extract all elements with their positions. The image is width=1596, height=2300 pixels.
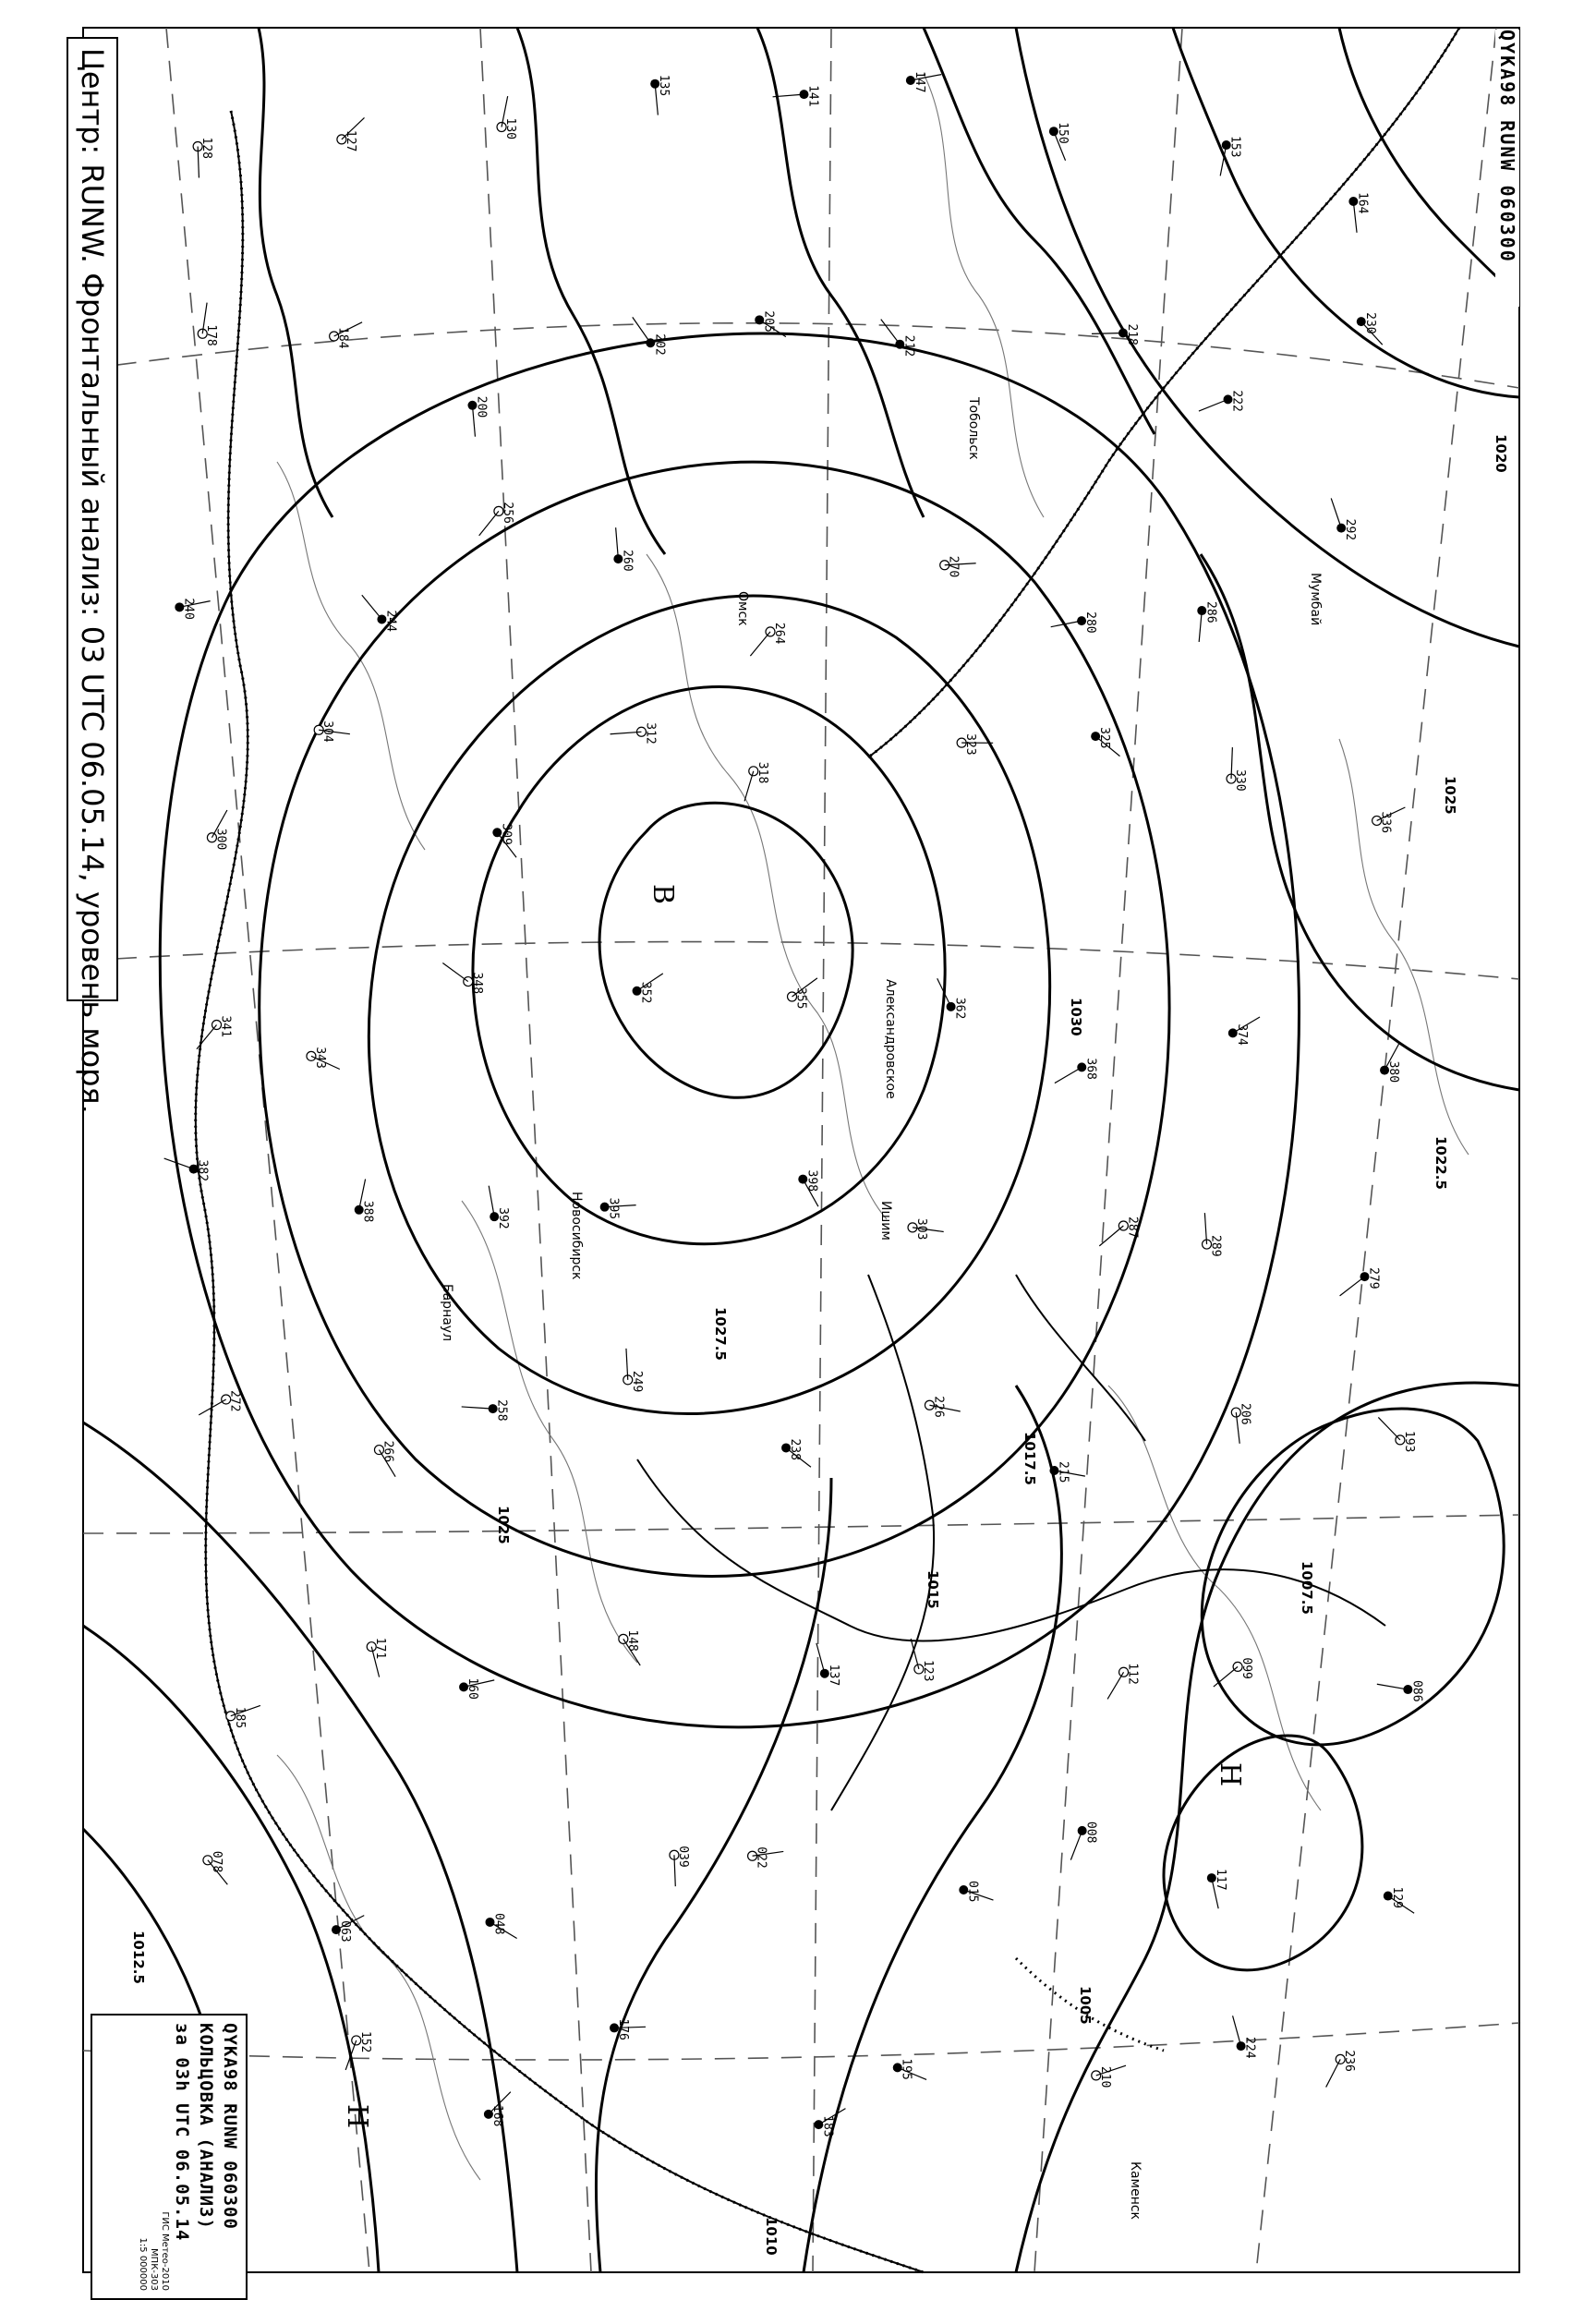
station-plot (203, 1851, 227, 1884)
wind-barb (1326, 2059, 1341, 2087)
place-name: Мумбай (1308, 573, 1323, 626)
station-plot (1199, 390, 1244, 411)
station-pressure: 141 (805, 85, 820, 107)
station-plot (1107, 1663, 1139, 1699)
low-pressure-center-south: Н (341, 2104, 373, 2129)
station-plot (193, 138, 213, 178)
station-pressure: 226 (931, 1396, 946, 1418)
station-plot (957, 733, 993, 755)
station-pressure: 224 (1242, 2037, 1257, 2059)
station-pressure: 272 (227, 1389, 242, 1412)
station-pressure: 256 (500, 502, 514, 524)
station-plot (489, 1186, 510, 1229)
station-plot (906, 71, 941, 92)
info-line-code: QYKA98 RUNW 060300 (220, 2023, 240, 2230)
station-pressure: 249 (629, 1370, 644, 1393)
station-pressure: 362 (952, 997, 967, 1020)
isobar-label: 1007.5 (1299, 1561, 1315, 1615)
station-plot (1372, 807, 1406, 833)
station-plot (1384, 1887, 1414, 1914)
station-plot (497, 96, 517, 139)
station-pressure: 205 (761, 310, 776, 333)
station-plot (748, 1846, 784, 1868)
wind-barb (633, 317, 650, 343)
station-plot (670, 1846, 690, 1886)
station-plot (199, 1390, 241, 1415)
station-pressure: 382 (195, 1159, 210, 1182)
station-plot (610, 2018, 646, 2040)
station-pressure: 148 (624, 1629, 639, 1652)
station-plot (959, 1881, 993, 1902)
station-plot (1207, 1869, 1227, 1908)
station-pressure: 236 (1342, 2050, 1357, 2072)
info-line-time: за 03h UTC 06.05.14 (172, 2023, 192, 2242)
station-pressure: 348 (469, 972, 484, 995)
isobar-label: 1020 (1493, 434, 1509, 473)
station-plot (207, 810, 227, 850)
place-name: Омск (735, 591, 750, 626)
station-plot (619, 1629, 640, 1665)
station-pressure: 368 (1083, 1058, 1098, 1080)
station-plot (1348, 192, 1369, 233)
station-plot (1233, 2016, 1257, 2058)
station-pressure: 022 (754, 1846, 768, 1869)
station-plot (908, 1218, 944, 1240)
station-pressure: 086 (1409, 1680, 1424, 1702)
isobar-label: 1005 (1077, 1986, 1094, 2025)
wind-barb (1199, 399, 1228, 411)
station-plot (442, 963, 483, 995)
station-pressure: 240 (181, 598, 196, 620)
station-pressure: 129 (1389, 1886, 1404, 1909)
station-plot (1070, 1822, 1097, 1860)
isobar-label: 1015 (925, 1570, 941, 1609)
station-plot (1377, 1680, 1424, 1701)
wind-barb (442, 963, 467, 982)
station-plot (613, 527, 634, 571)
place-name: Барнаул (440, 1284, 454, 1342)
station-pressure: 015 (965, 1880, 980, 1903)
wind-barb (479, 511, 499, 536)
isobar-label: 1012.5 (130, 1931, 147, 1984)
station-pressure: 123 (920, 1659, 935, 1682)
station-pressure: 212 (901, 334, 916, 357)
station-plot (1331, 498, 1357, 540)
place-name: Александровское (883, 979, 898, 1099)
station-plot (633, 317, 666, 355)
station-plot (893, 2058, 926, 2079)
isobar-label: 1017.5 (1022, 1432, 1038, 1485)
station-plot (362, 595, 398, 632)
station-pressure: 171 (373, 1637, 388, 1660)
station-pressure: 280 (1083, 611, 1098, 634)
station-pressure: 215 (1056, 1460, 1070, 1483)
station-pressure: 230 (1362, 312, 1377, 334)
station-plot (814, 2109, 845, 2137)
station-pressure: 380 (1386, 1060, 1401, 1083)
station-plot (374, 1441, 395, 1477)
station-pressure: 264 (772, 622, 787, 645)
station-pressure: 286 (1203, 601, 1218, 623)
station-plot (1227, 747, 1247, 791)
station-pressure: 312 (643, 722, 658, 744)
station-pressure: 260 (620, 550, 635, 572)
station-plot (1049, 122, 1070, 161)
isobar-label: 1027.5 (712, 1307, 729, 1361)
station-plot (1326, 2050, 1357, 2087)
station-pressure: 218 (1124, 323, 1139, 345)
station-pressure: 238 (788, 1438, 803, 1460)
station-plot (798, 1170, 818, 1207)
map-frame (83, 28, 1519, 2272)
station-pressure: 304 (320, 720, 335, 743)
station-pressure: 063 (338, 1920, 352, 1943)
station-pressure: 374 (1234, 1023, 1249, 1046)
station-plot (1214, 1657, 1253, 1687)
isobar-label: 1030 (1068, 998, 1084, 1036)
station-plot (1091, 727, 1119, 757)
wind-barb (1199, 611, 1202, 642)
station-pressure: 352 (638, 981, 653, 1004)
wind-barb (1233, 2016, 1241, 2046)
fronts (196, 28, 1459, 2272)
station-pressure: 185 (232, 1706, 247, 1729)
station-plot (485, 1913, 516, 1939)
station-pressure: 222 (1229, 390, 1244, 412)
station-pressure: 128 (200, 137, 214, 159)
station-plot (781, 1438, 811, 1467)
station-pressure: 210 (1097, 2065, 1112, 2088)
station-pressure: 127 (343, 129, 357, 152)
station-pressure: 176 (616, 2018, 631, 2040)
info-line-station: КОЛЬЦОВКА (АНАЛИЗ) (196, 2023, 216, 2230)
station-pressure: 202 (652, 333, 667, 356)
station-pressure: 168 (490, 2104, 504, 2127)
wind-barb (462, 1407, 493, 1409)
station-pressure: 178 (204, 324, 219, 346)
station-plot (467, 396, 488, 437)
station-pressure: 099 (1239, 1657, 1254, 1679)
station-pressure: 130 (503, 117, 518, 139)
high-pressure-center: В (647, 884, 679, 905)
station-pressure: 270 (946, 555, 961, 578)
station-plot (226, 1705, 260, 1728)
station-pressure: 388 (360, 1200, 375, 1223)
station-pressure: 395 (606, 1197, 621, 1220)
station-pressure: 330 (1233, 769, 1248, 792)
place-name: Ишим (878, 1201, 893, 1241)
station-plot (1203, 1213, 1223, 1256)
station-pressure: 150 (1055, 122, 1070, 144)
wind-barb (1377, 1684, 1409, 1689)
station-pressure: 266 (381, 1440, 395, 1463)
station-pressure: 309 (499, 823, 514, 845)
station-pressure: 355 (793, 987, 808, 1010)
map-title-box (66, 37, 118, 1114)
isobars (83, 28, 1519, 2272)
station-plots (152, 71, 1423, 2137)
station-pressure: 117 (1213, 1869, 1227, 1891)
station-plot (788, 978, 817, 1010)
station-pressure: 341 (218, 1015, 233, 1037)
station-pressure: 318 (755, 761, 769, 784)
station-pressure: 325 (1097, 727, 1112, 749)
station-pressure: 195 (899, 2058, 913, 2080)
station-plot (479, 502, 514, 536)
station-pressure: 164 (1355, 191, 1370, 214)
wind-barb (164, 1158, 194, 1169)
place-name: Тобольск (966, 397, 981, 460)
wind-barb (750, 632, 770, 656)
station-pressure: 135 (657, 74, 671, 97)
station-plot (1340, 1267, 1381, 1296)
station-pressure: 244 (383, 610, 398, 632)
station-plot (175, 598, 210, 619)
station-plot (744, 762, 769, 802)
station-pressure: 343 (312, 1047, 327, 1069)
station-plot (1197, 601, 1217, 642)
station-plot (355, 1180, 375, 1223)
wind-barb (197, 1024, 217, 1048)
station-pressure: 078 (209, 1850, 224, 1873)
wind-barb (881, 320, 901, 345)
place-name: Новосибирск (569, 1192, 584, 1280)
station-plot (1357, 312, 1383, 345)
isobar-label: 1025 (495, 1506, 512, 1544)
wind-barb (1070, 1831, 1082, 1860)
station-pressure: 153 (1227, 136, 1242, 158)
station-pressure: 193 (1401, 1430, 1416, 1453)
station-plot (337, 117, 365, 151)
station-plot (650, 75, 671, 115)
product-info-box (91, 2014, 248, 2300)
wind-barb (1107, 1672, 1123, 1699)
info-footer-software: ГИС Метео-2010 (160, 2211, 170, 2291)
station-plot (1228, 1017, 1260, 1046)
station-plot (1231, 1403, 1251, 1444)
station-plot (1055, 1058, 1097, 1083)
wind-barb (1055, 1067, 1082, 1083)
geography-lines (277, 74, 1469, 2180)
station-pressure: 160 (466, 1677, 480, 1700)
info-footer-scale: 1:5 000000 (138, 2237, 148, 2291)
station-pressure: 258 (494, 1399, 509, 1422)
station-plot (307, 1047, 340, 1069)
wind-barb (362, 595, 382, 619)
station-plot (611, 722, 658, 744)
isobar-label: 1025 (1442, 776, 1458, 815)
station-pressure: 152 (357, 2030, 372, 2053)
station-pressure: 008 (1083, 1821, 1098, 1844)
station-plot (198, 303, 218, 346)
station-pressure: 183 (820, 2115, 835, 2137)
station-pressure: 323 (963, 733, 978, 756)
station-pressure: 184 (335, 327, 350, 349)
isobar-label: 1010 (763, 2217, 780, 2256)
station-plot (773, 85, 820, 106)
station-plot (633, 974, 663, 1003)
station-plot (330, 322, 362, 349)
station-pressure: 300 (213, 828, 228, 851)
station-plot (816, 1643, 840, 1686)
station-plot (600, 1198, 636, 1219)
station-pressure: 039 (675, 1846, 690, 1868)
station-pressure: 048 (491, 1912, 506, 1935)
info-footer-code: МПК-303 (149, 2248, 159, 2291)
station-plot (459, 1677, 494, 1699)
station-pressure: 287 (1125, 1217, 1140, 1239)
station-pressure: 279 (1366, 1267, 1381, 1289)
isobar-label: 1022.5 (1433, 1136, 1449, 1190)
wind-barb (1331, 498, 1341, 527)
wind-barb (616, 527, 619, 559)
station-pressure: 303 (914, 1217, 929, 1241)
graticule (83, 28, 1519, 2272)
place-name: Каменск (1128, 2161, 1143, 2220)
station-plot (940, 556, 976, 577)
map-header-box (1495, 30, 1519, 307)
map-header-code: QYKA98 RUNW 060300 (1496, 30, 1518, 263)
station-plot (1380, 1043, 1400, 1083)
station-plot (1378, 1417, 1416, 1452)
station-pressure: 200 (474, 395, 489, 418)
station-pressure: 392 (496, 1207, 511, 1229)
station-pressure: 289 (1208, 1235, 1223, 1257)
wind-barb (744, 771, 754, 802)
station-pressure: 292 (1343, 518, 1358, 541)
station-pressure: 137 (826, 1664, 840, 1687)
station-pressure: 398 (804, 1169, 819, 1192)
station-plot (623, 1349, 644, 1392)
station-pressure: 206 (1238, 1403, 1252, 1425)
station-plot (1092, 2065, 1126, 2088)
station-pressure: 147 (912, 71, 926, 93)
station-plot (367, 1638, 387, 1677)
station-plot (925, 1396, 960, 1417)
wind-barb (1378, 1417, 1400, 1439)
station-pressure: 336 (1378, 811, 1393, 833)
wind-barb (489, 1186, 494, 1217)
map-title: Центр: RUNW. Фронтальный анализ: 03 UTC 06.05.14, уровень моря. (75, 48, 110, 1114)
station-pressure: 112 (1125, 1663, 1140, 1685)
low-pressure-center-east: Н (1214, 1762, 1246, 1787)
station-plot (462, 1399, 509, 1421)
station-plot (164, 1158, 210, 1181)
station-plot (750, 623, 786, 656)
